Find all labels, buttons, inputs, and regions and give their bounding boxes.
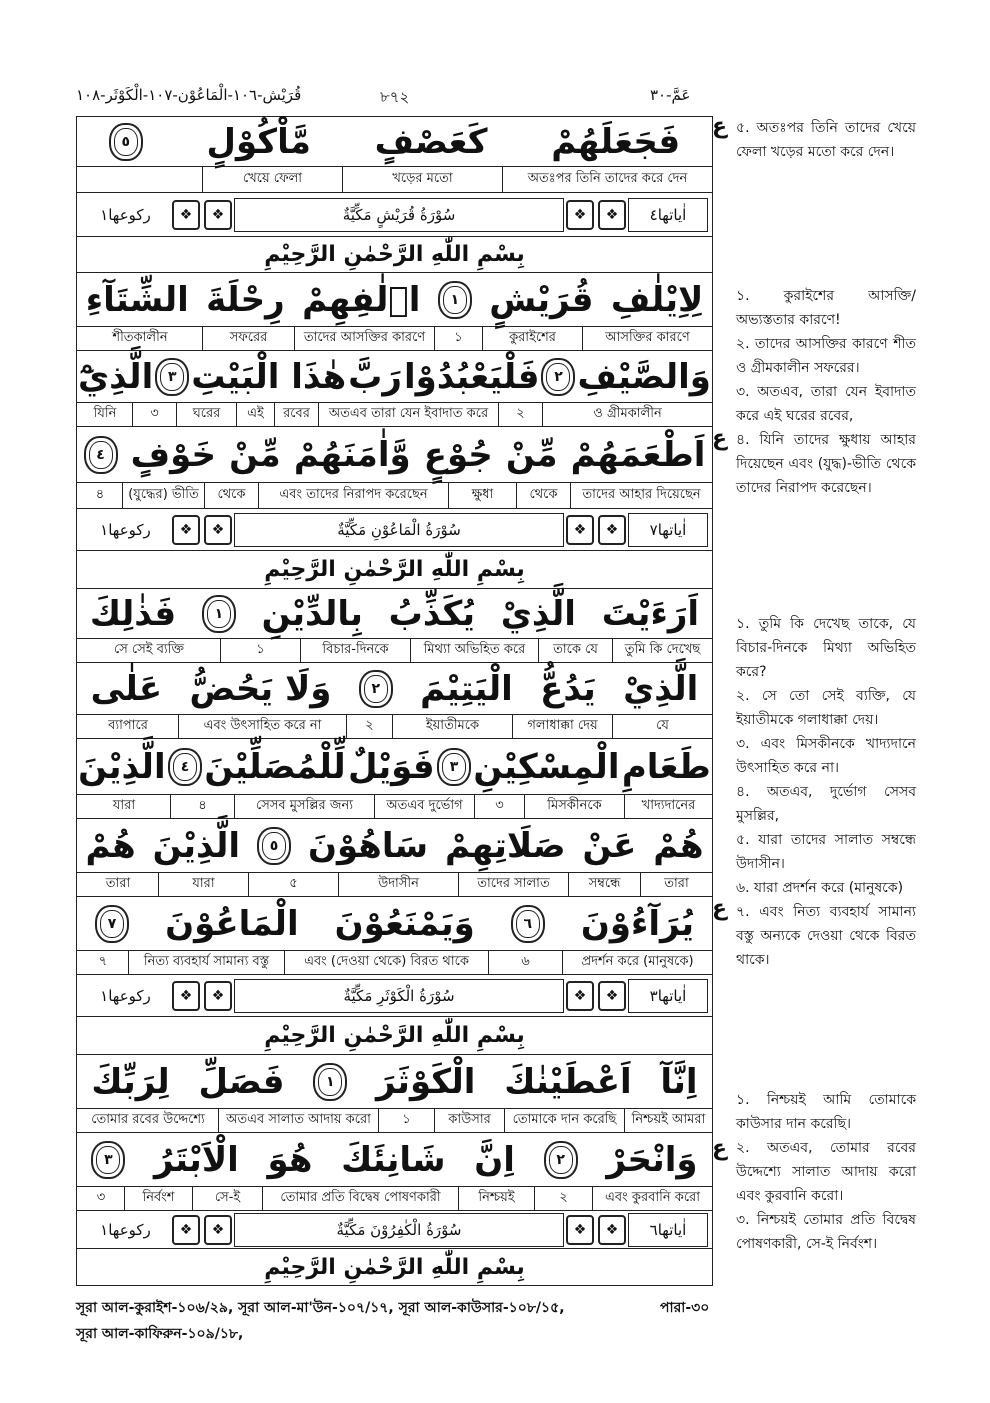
ornament-icon: ❖ bbox=[204, 515, 232, 545]
ornament-icon: ❖ bbox=[172, 515, 200, 545]
ornament-icon: ❖ bbox=[598, 515, 626, 545]
translation-block-maun bbox=[736, 612, 916, 972]
arabic-row-10 bbox=[77, 1055, 712, 1109]
arabic-word: وَالصَّيْفِ bbox=[577, 356, 711, 397]
word-meaning: যিনি bbox=[93, 406, 117, 421]
ruku-count: ركوعها١ bbox=[100, 986, 151, 1005]
word-meaning: খেয়ে ফেলা bbox=[202, 167, 342, 192]
surah-title: سُوْرَةُ قُرَيْشٍ مَكِّيَّةٌ bbox=[234, 198, 564, 232]
translation-verse: ১. কুরাইশের আসক্তি/ অভ্যস্ততার কারণে! bbox=[736, 288, 916, 328]
word-meaning: কাউসার bbox=[434, 1109, 504, 1132]
ornament-icon: ❖ bbox=[566, 981, 594, 1011]
arabic-row-3 bbox=[77, 351, 712, 403]
ruku-mark-icon: ع bbox=[712, 426, 728, 451]
bismillah: بِسْمِ اللّٰهِ الرَّحْمٰنِ الرَّحِيْمِ bbox=[264, 1254, 525, 1280]
word-meaning: নিশ্চয়ই আমরা bbox=[624, 1109, 712, 1132]
arabic-word: الْمَاعُوْنَ bbox=[165, 903, 299, 944]
arabic-word: طَعَامِ bbox=[621, 746, 711, 787]
word-meaning: নিত্য ব্যবহার্য সামান্য বস্তু bbox=[128, 951, 284, 974]
arabic-word: سَاهُوْنَ bbox=[307, 825, 429, 866]
arabic-word: اَعْطَيْنٰكَ bbox=[504, 1061, 632, 1102]
arabic-word: وَلَا يَحُضُّ bbox=[189, 668, 332, 709]
ayat-count: اٰياتها٧ bbox=[628, 513, 708, 547]
word-meaning: কুরাইশের bbox=[482, 327, 582, 350]
arabic-word: خَوْفٍ bbox=[130, 434, 216, 475]
arabic-row-7 bbox=[77, 739, 712, 795]
arabic-word: لِرَبِّكَ bbox=[91, 1061, 170, 1102]
page-number: ৮৭২ bbox=[380, 88, 410, 106]
verse-number-icon: ٤ bbox=[84, 436, 118, 474]
word-meaning: উদাসীন bbox=[338, 873, 458, 896]
arabic-row-5 bbox=[77, 589, 712, 639]
ornament-icon: ❖ bbox=[566, 200, 594, 230]
word-meaning: রবের bbox=[274, 403, 318, 426]
arabic-word: فَصَلِّ bbox=[198, 1061, 285, 1102]
ruku-mark-icon: ع bbox=[712, 896, 728, 921]
footer-surah-counts-2: সূরা আল-কাফিরুন-১০৯/১৮, bbox=[76, 1326, 244, 1342]
arabic-word: الْكَوْثَرَ bbox=[376, 1061, 476, 1102]
word-meaning: (যুদ্ধের) ভীতি bbox=[122, 483, 204, 508]
bengali-row-10 bbox=[77, 1109, 712, 1133]
arabic-word: الَّذِيْنَ bbox=[78, 746, 166, 787]
word-meaning: ২ bbox=[498, 403, 542, 426]
verse-number-icon: ٧ bbox=[95, 905, 129, 943]
bengali-row-7 bbox=[77, 795, 712, 819]
verse-number-icon: ٣ bbox=[91, 1141, 125, 1179]
surah-title: سُوْرَةُ الْكٰفِرُوْنَ مَكِّيَّةٌ bbox=[234, 1213, 564, 1247]
verse-number-icon: ٥ bbox=[257, 827, 291, 865]
word-meaning: ইয়াতীমকে bbox=[392, 715, 512, 738]
ruku-count: ركوعها١ bbox=[100, 520, 151, 539]
word-meaning: এই bbox=[236, 403, 274, 426]
arabic-word: اِنَّ bbox=[474, 1139, 515, 1180]
word-meaning: যারা bbox=[158, 873, 248, 896]
bengali-row-3 bbox=[77, 403, 712, 427]
arabic-word: الْيَتِيْمَ bbox=[420, 668, 513, 709]
arabic-row-8 bbox=[77, 819, 712, 873]
bengali-row-8 bbox=[77, 873, 712, 897]
ornament-icon: ❖ bbox=[172, 200, 200, 230]
arabic-word: فَجَعَلَهُمْ bbox=[551, 121, 681, 162]
word-meaning: তাদের সালাত bbox=[458, 873, 568, 896]
word-meaning: মিসকীনকে bbox=[524, 795, 624, 818]
word-meaning: ৪ bbox=[95, 487, 105, 502]
word-meaning: তারা bbox=[105, 876, 131, 891]
translation-verse: ৬. যারা প্রদর্শন করে (মানুষকে) bbox=[736, 880, 904, 896]
word-meaning: ৩ bbox=[474, 795, 524, 818]
arabic-word: اَطْعَمَهُمْ bbox=[570, 434, 706, 475]
arabic-word: الشِّتَآءِ bbox=[85, 279, 189, 320]
surah-title: سُوْرَةُ الْكَوْثَرِ مَكِّيَّةٌ bbox=[234, 979, 564, 1013]
bengali-row-11 bbox=[77, 1187, 712, 1211]
word-meaning bbox=[78, 167, 202, 192]
translation-verse: ২. অতএব, তোমার রবের উদ্দেশ্যে সালাত আদায় করো এবং কুরবানি করো। bbox=[736, 1140, 916, 1204]
bengali-row-9 bbox=[77, 951, 712, 975]
arabic-word: الَّذِيْٓ bbox=[78, 356, 154, 397]
word-meaning: প্রদর্শন করে (মানুষকে) bbox=[562, 951, 712, 974]
arabic-word: اٖلٰفِهِمْ bbox=[302, 279, 421, 320]
word-meaning: মিথ্যা অভিহিত করে bbox=[410, 639, 538, 662]
arabic-word: بِالدِّيْنِ bbox=[261, 593, 363, 634]
word-meaning: ৩ bbox=[96, 1190, 106, 1205]
bismillah: بِسْمِ اللّٰهِ الرَّحْمٰنِ الرَّحِيْمِ bbox=[77, 1017, 712, 1055]
translation-verse: ৫. যারা তাদের সালাত সম্বন্ধে উদাসীন। bbox=[736, 832, 916, 872]
translation-block-quraish bbox=[736, 284, 916, 500]
arabic-word: جُوْعٍ bbox=[423, 434, 493, 475]
word-meaning: ও গ্রীমকালীন bbox=[542, 403, 712, 426]
arabic-word: شَانِئَكَ bbox=[341, 1139, 446, 1180]
arabic-row-11 bbox=[77, 1133, 712, 1187]
word-meaning: অতঃপর তিনি তাদের করে দেন bbox=[502, 167, 712, 192]
arabic-word: اِنَّآ bbox=[660, 1061, 698, 1102]
verse-number-icon: ٢ bbox=[544, 1141, 578, 1179]
word-meaning: খাদ্যদানের bbox=[624, 795, 712, 818]
verse-number-icon: ٤ bbox=[168, 748, 202, 786]
word-meaning: নির্বংশ bbox=[124, 1187, 192, 1210]
arabic-word: الْمِسْكِيْنِ bbox=[473, 746, 620, 787]
quran-table bbox=[76, 116, 713, 1286]
header-surah-names: قُرَيْش-١٠٦-الْمَاعُوْن-١٠٧-الْكَوْثَر-١٠٨ bbox=[76, 86, 302, 104]
word-meaning: সম্বন্ধে bbox=[568, 873, 640, 896]
word-meaning: তাদের আহার দিয়েছেন bbox=[570, 483, 712, 508]
word-meaning: ১ bbox=[434, 327, 482, 350]
translation-verse: ৭. এবং নিত্য ব্যবহার্য সামান্য বস্তু অন্যকে দেওয়া থেকে বিরত থাকে। bbox=[736, 904, 916, 968]
arabic-word: يَدُعُّ bbox=[540, 668, 596, 709]
bismillah: بِسْمِ اللّٰهِ الرَّحْمٰنِ الرَّحِيْمِ bbox=[77, 237, 712, 273]
arabic-word: صَلَاتِهِمْ bbox=[445, 825, 566, 866]
arabic-word: يُرَآءُوْنَ bbox=[580, 903, 694, 944]
ornament-icon: ❖ bbox=[172, 1215, 200, 1245]
arabic-word: فَلْيَعْبُدُوْا bbox=[403, 356, 540, 397]
word-meaning: তাদের আসক্তির কারণে bbox=[294, 327, 434, 350]
word-meaning: এবং উৎসাহিত করে না bbox=[178, 715, 346, 738]
word-meaning: ৩ bbox=[132, 403, 176, 426]
ornament-icon: ❖ bbox=[204, 200, 232, 230]
surah-header-kafirun bbox=[77, 1211, 712, 1249]
translation-verse: ৫. অতঃপর তিনি তাদের খেয়ে ফেলা খড়ের মতো করে দেন। bbox=[736, 120, 916, 160]
arabic-word: مَّاْكُوْلٍ bbox=[206, 121, 311, 162]
arabic-word: كَعَصْفٍ bbox=[374, 121, 488, 162]
arabic-word: الَّذِيْنَ bbox=[152, 825, 241, 866]
verse-number-icon: ٣ bbox=[155, 358, 189, 396]
arabic-word: الَّذِيْ bbox=[623, 668, 699, 709]
word-meaning: ব্যাপারে bbox=[108, 718, 148, 733]
arabic-word: الْاَبْتَرُ bbox=[154, 1139, 239, 1180]
ruku-mark-icon: ع bbox=[712, 114, 728, 139]
word-meaning: ৫ bbox=[248, 873, 338, 896]
word-meaning: ক্ষুধা bbox=[448, 483, 516, 508]
arabic-row-6 bbox=[77, 663, 712, 715]
translation-verse: ৩. অতএব, তারা যেন ইবাদাত করে এই ঘরের রবের, bbox=[736, 384, 916, 424]
arabic-word: هُمْ bbox=[85, 825, 136, 866]
bengali-row-1 bbox=[77, 167, 712, 193]
word-meaning: এবং (দেওয়া থেকে) বিরত থাকে bbox=[284, 951, 488, 974]
word-meaning: এবং তাদের নিরাপদ করেছেন bbox=[258, 483, 448, 508]
verse-number-icon: ٦ bbox=[511, 905, 545, 943]
footer-para: পারা-৩০ bbox=[660, 1300, 710, 1316]
ornament-icon: ❖ bbox=[566, 515, 594, 545]
arabic-word: عَنْ bbox=[582, 825, 637, 866]
header-juz: عَمَّ-٣٠ bbox=[650, 86, 691, 104]
word-meaning: ৭ bbox=[98, 954, 108, 969]
word-meaning: অতএব তারা যেন ইবাদাত করে bbox=[318, 403, 498, 426]
word-meaning: সেসব মুসল্লির জন্য bbox=[234, 795, 374, 818]
translation-verse: ২. সে তো সেই ব্যক্তি, যে ইয়াতীমকে গলাধাক্কা দেয়। bbox=[736, 688, 916, 728]
ayat-count: اٰياتها٦ bbox=[628, 1213, 708, 1247]
arabic-row-4 bbox=[77, 427, 712, 483]
word-meaning: সে সেই ব্যক্তি bbox=[113, 642, 185, 657]
arabic-word: مِّنْ bbox=[229, 434, 281, 475]
bengali-row-5 bbox=[77, 639, 712, 663]
ruku-count: ركوعها١ bbox=[100, 205, 151, 224]
word-meaning: অতএব দুর্ভোগ bbox=[374, 795, 474, 818]
arabic-word: اَرَءَيْتَ bbox=[601, 593, 700, 634]
word-meaning: ২ bbox=[346, 715, 392, 738]
word-meaning: আসক্তির কারণে bbox=[582, 327, 712, 350]
arabic-word: مِّنْ bbox=[505, 434, 558, 475]
word-meaning: তোমার রবের উদ্দেশ্যে bbox=[91, 1112, 205, 1127]
verse-number-icon: ١ bbox=[313, 1063, 347, 1101]
word-meaning: গলাধাক্কা দেয় bbox=[512, 715, 612, 738]
ornament-icon: ❖ bbox=[598, 1215, 626, 1245]
verse-number-icon: ٢ bbox=[541, 358, 575, 396]
surah-header-maun bbox=[77, 509, 712, 551]
ruku-mark-icon: ع bbox=[712, 1136, 728, 1161]
word-meaning: তারা bbox=[640, 873, 712, 896]
translation-verse: ১. নিশ্চয়ই আমি তোমাকে কাউসার দান করেছি। bbox=[736, 1092, 916, 1132]
translation-verse: ৪. অতএব, দুর্ভোগ সেসব মুসল্লির, bbox=[736, 784, 916, 824]
word-meaning: এবং কুরবানি করো bbox=[592, 1187, 712, 1210]
translation-verse: ১. তুমি কি দেখেছ তাকে, যে বিচার-দিনকে মিথ্যা অভিহিত করে? bbox=[736, 616, 916, 680]
translation-verse: ৪. যিনি তাদের ক্ষুধায় আহার দিয়েছেন এবং (যুদ্ধ)-ভীতি থেকে তাদের নিরাপদ করেছেন। bbox=[736, 432, 916, 496]
ornament-icon: ❖ bbox=[204, 1215, 232, 1245]
arabic-row-9 bbox=[77, 897, 712, 951]
ayat-count: اٰياتها٣ bbox=[628, 979, 708, 1013]
surah-header-quraish bbox=[77, 193, 712, 237]
word-meaning: ১ bbox=[378, 1109, 434, 1132]
arabic-word: قُرَيْشٍ bbox=[489, 279, 594, 320]
arabic-word: عَلٰى bbox=[90, 668, 163, 709]
surah-header-kawthar bbox=[77, 975, 712, 1017]
arabic-word: هُوَ bbox=[267, 1139, 313, 1180]
verse-number-icon: ١ bbox=[202, 595, 236, 633]
word-meaning: অতএব সালাত আদায় করো bbox=[218, 1109, 378, 1132]
verse-number-icon: ٣ bbox=[437, 748, 471, 786]
arabic-word: رَبَّ bbox=[348, 356, 402, 397]
word-meaning: তোমাকে দান করেছি bbox=[504, 1109, 624, 1132]
arabic-word: رِحْلَةَ bbox=[206, 279, 285, 320]
translation-verse: ৩. এবং মিসকীনকে খাদ্যদানে উৎসাহিত করে না। bbox=[736, 736, 916, 776]
verse-number-icon: ٢ bbox=[359, 670, 393, 708]
bengali-row-2 bbox=[77, 327, 712, 351]
ruku-count: ركوعها١ bbox=[100, 1220, 151, 1239]
arabic-word: لِاِيْلٰفِ bbox=[610, 279, 704, 320]
arabic-word: وَّاٰمَنَهُمْ bbox=[293, 434, 411, 475]
arabic-word: فَوَيْلٌ bbox=[347, 746, 435, 787]
word-meaning: শীতকালীন bbox=[112, 330, 168, 345]
word-meaning: তুমি কি দেখেছ bbox=[612, 639, 712, 662]
footer-surah-counts: সূরা আল-কুরাইশ-১০৬/২৯, সূরা আল-মা'উন-১০৭/১৭, সূরা আল-কাউসার-১০৮/১৫, bbox=[76, 1300, 565, 1316]
arabic-word: هُمْ bbox=[653, 825, 704, 866]
word-meaning: থেকে bbox=[204, 483, 258, 508]
bengali-row-6 bbox=[77, 715, 712, 739]
word-meaning: তোমার প্রতি বিদ্বেষ পোষণকারী bbox=[262, 1187, 458, 1210]
arabic-row-1 bbox=[77, 117, 712, 167]
word-meaning: ৪ bbox=[170, 795, 234, 818]
word-meaning: থেকে bbox=[516, 483, 570, 508]
arabic-word: فَذٰلِكَ bbox=[89, 593, 177, 634]
arabic-word: الَّذِيْ bbox=[500, 593, 576, 634]
word-meaning: তাকে যে bbox=[538, 639, 612, 662]
ornament-icon: ❖ bbox=[566, 1215, 594, 1245]
translation-block-kawthar bbox=[736, 1088, 916, 1256]
translation-verse: ২. তাদের আসক্তির কারণে শীত ও গ্রীমকালীন সফরের। bbox=[736, 336, 916, 376]
word-meaning: সফরের bbox=[202, 327, 294, 350]
word-meaning: ১ bbox=[220, 639, 300, 662]
translation-block-fil bbox=[736, 116, 916, 164]
arabic-word: لِّلْمُصَلِّيْنَ bbox=[204, 746, 346, 787]
ornament-icon: ❖ bbox=[172, 981, 200, 1011]
arabic-word: هٰذَا الْبَيْتِ bbox=[191, 356, 347, 397]
bengali-row-4 bbox=[77, 483, 712, 509]
word-meaning: বিচার-দিনকে bbox=[300, 639, 410, 662]
word-meaning: ঘরের bbox=[176, 403, 236, 426]
word-meaning: ২ bbox=[534, 1187, 592, 1210]
arabic-word: وَيَمْنَعُوْنَ bbox=[334, 903, 475, 944]
arabic-word: يُكَذِّبُ bbox=[388, 593, 476, 634]
ornament-icon: ❖ bbox=[204, 981, 232, 1011]
ayat-count: اٰياتها٤ bbox=[628, 198, 708, 232]
word-meaning: সে-ই bbox=[192, 1187, 262, 1210]
ornament-icon: ❖ bbox=[598, 981, 626, 1011]
arabic-word: وَانْحَرْ bbox=[606, 1139, 698, 1180]
word-meaning: খড়ের মতো bbox=[342, 167, 502, 192]
word-meaning: যে bbox=[612, 715, 712, 738]
verse-number-icon: ٥ bbox=[109, 123, 143, 161]
word-meaning: যারা bbox=[112, 798, 136, 813]
word-meaning: ৬ bbox=[488, 951, 562, 974]
word-meaning: নিশ্চয়ই bbox=[458, 1187, 534, 1210]
arabic-row-2 bbox=[77, 273, 712, 327]
surah-title: سُوْرَةُ الْمَاعُوْنِ مَكِّيَّةٌ bbox=[234, 513, 564, 547]
bismillah: بِسْمِ اللّٰهِ الرَّحْمٰنِ الرَّحِيْمِ bbox=[77, 551, 712, 589]
verse-number-icon: ١ bbox=[438, 281, 472, 319]
translation-verse: ৩. নিশ্চয়ই তোমার প্রতি বিদ্বেষ পোষণকারী, সে-ই নির্বংশ। bbox=[736, 1212, 916, 1252]
ornament-icon: ❖ bbox=[598, 200, 626, 230]
